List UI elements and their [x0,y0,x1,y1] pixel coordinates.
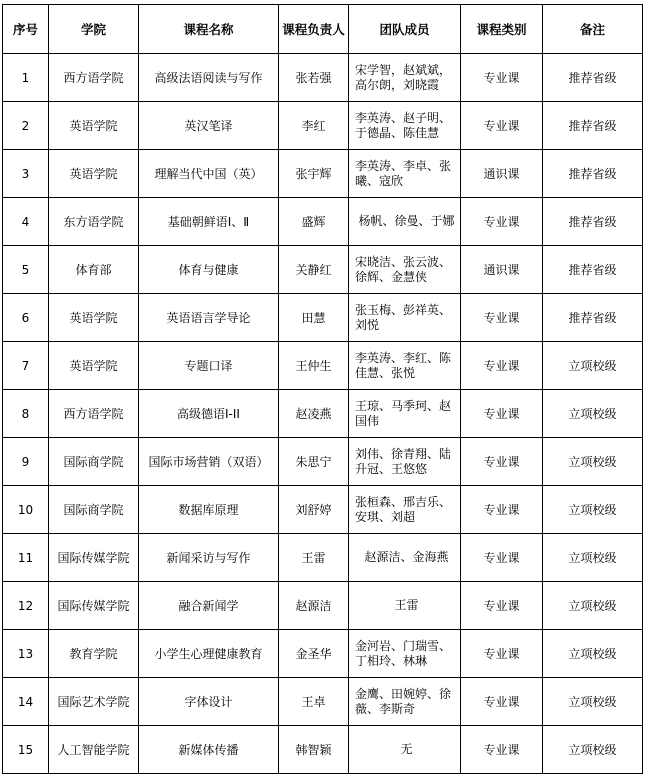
header-course: 课程名称 [139,5,279,54]
cell-no: 4 [3,198,49,246]
cell-college: 体育部 [49,246,139,294]
cell-leader: 关静红 [279,246,349,294]
cell-college: 国际传媒学院 [49,534,139,582]
cell-no: 6 [3,294,49,342]
cell-team [349,198,461,246]
cell-no: 8 [3,390,49,438]
cell-category: 专业课 [461,102,543,150]
cell-team [349,678,461,726]
cell-college: 英语学院 [49,342,139,390]
team-line: 李英涛、李卓、张 [355,158,452,173]
cell-leader: 张宇辉 [279,150,349,198]
team-line: 于德晶、陈佳慧 [355,125,440,140]
cell-note: 推荐省级 [543,294,643,342]
cell-team [349,438,461,486]
cell-team [349,630,461,678]
team-line: 李英涛、李红、陈 [355,350,452,365]
cell-note: 立项校级 [543,486,643,534]
table-row [3,294,643,342]
table-row [3,582,643,630]
cell-leader: 王仲生 [279,342,349,390]
table-row [3,726,643,774]
header-category: 课程类别 [461,5,543,54]
cell-leader: 盛辉 [279,198,349,246]
header-note: 备注 [543,5,643,54]
cell-note: 立项校级 [543,582,643,630]
team-line: 丁相玲、林琳 [355,653,428,668]
header-no: 序号 [3,5,49,54]
header-team: 团队成员 [349,5,461,54]
cell-course: 新媒体传播 [139,726,279,774]
team-line: 宋晓洁、张云波、 [355,254,452,269]
cell-college: 西方语学院 [49,54,139,102]
cell-college: 国际商学院 [49,486,139,534]
cell-course: 专题口译 [139,342,279,390]
table-row [3,678,643,726]
cell-note: 立项校级 [543,678,643,726]
cell-team [349,294,461,342]
cell-leader: 刘舒婷 [279,486,349,534]
table-row [3,630,643,678]
team-line: 宋学智，赵斌斌， [355,62,452,77]
header-row [3,5,643,54]
cell-category: 专业课 [461,630,543,678]
cell-college: 国际艺术学院 [49,678,139,726]
cell-college: 国际传媒学院 [49,582,139,630]
cell-college: 国际商学院 [49,438,139,486]
cell-course: 小学生心理健康教育 [139,630,279,678]
cell-leader: 韩智颖 [279,726,349,774]
cell-note: 立项校级 [543,534,643,582]
team-line: 金河岩、门瑞雪、 [355,638,452,653]
cell-course: 理解当代中国（英） [139,150,279,198]
cell-team [349,390,461,438]
cell-course: 体育与健康 [139,246,279,294]
table-row [3,390,643,438]
cell-college: 东方语学院 [49,198,139,246]
team-line: 王雷 [394,598,419,612]
team-line: 刘伟、徐青翔、陆 [355,446,452,461]
cell-category: 专业课 [461,678,543,726]
cell-leader: 金圣华 [279,630,349,678]
team-line: 安琪、刘超 [355,509,416,524]
team-line: 佳慧、张悦 [355,365,416,380]
table-row [3,198,643,246]
cell-team [349,150,461,198]
cell-note: 推荐省级 [543,54,643,102]
cell-note: 推荐省级 [543,198,643,246]
cell-leader: 赵凌燕 [279,390,349,438]
cell-note: 推荐省级 [543,102,643,150]
team-line: 赵源洁、金海燕 [364,550,449,564]
course-table [2,4,643,774]
cell-category: 专业课 [461,582,543,630]
cell-course: 融合新闻学 [139,582,279,630]
cell-category: 通识课 [461,150,543,198]
cell-no: 14 [3,678,49,726]
cell-leader: 赵源洁 [279,582,349,630]
cell-team [349,54,461,102]
team-line: 刘悦 [355,317,380,332]
cell-college: 西方语学院 [49,390,139,438]
cell-no: 9 [3,438,49,486]
cell-leader: 王雷 [279,534,349,582]
cell-category: 专业课 [461,342,543,390]
cell-college: 英语学院 [49,102,139,150]
team-line: 无 [400,742,413,756]
cell-note: 立项校级 [543,342,643,390]
table-row [3,246,643,294]
cell-course: 数据库原理 [139,486,279,534]
cell-category: 专业课 [461,438,543,486]
cell-team [349,726,461,774]
cell-category: 专业课 [461,486,543,534]
cell-no: 15 [3,726,49,774]
team-line: 薇、李斯奇 [355,701,416,716]
cell-category: 专业课 [461,294,543,342]
table-row [3,54,643,102]
cell-team [349,534,461,582]
cell-college: 英语学院 [49,294,139,342]
table-row [3,486,643,534]
header-leader: 课程负责人 [279,5,349,54]
cell-leader: 朱思宁 [279,438,349,486]
cell-college: 教育学院 [49,630,139,678]
team-line: 升冠、王悠悠 [355,461,428,476]
table-row [3,438,643,486]
cell-category: 通识课 [461,246,543,294]
table-body [3,54,643,774]
cell-no: 13 [3,630,49,678]
cell-course: 英语语言学导论 [139,294,279,342]
cell-college: 英语学院 [49,150,139,198]
cell-no: 12 [3,582,49,630]
table-row [3,342,643,390]
team-line: 曦、寇欣 [355,173,404,188]
team-line: 国伟 [355,413,380,428]
cell-category: 专业课 [461,198,543,246]
cell-note: 立项校级 [543,630,643,678]
team-line: 高尔朗，刘晓霞 [355,77,440,92]
cell-category: 专业课 [461,726,543,774]
cell-team [349,582,461,630]
cell-note: 立项校级 [543,726,643,774]
cell-no: 5 [3,246,49,294]
cell-course: 国际市场营销（双语） [139,438,279,486]
cell-category: 专业课 [461,390,543,438]
table-row [3,150,643,198]
cell-no: 10 [3,486,49,534]
cell-category: 专业课 [461,54,543,102]
cell-no: 1 [3,54,49,102]
table-row [3,534,643,582]
cell-course: 基础朝鲜语Ⅰ、Ⅱ [139,198,279,246]
team-line: 张玉梅、彭祥英、 [355,302,452,317]
cell-team [349,102,461,150]
table-row [3,102,643,150]
cell-team [349,486,461,534]
cell-no: 2 [3,102,49,150]
team-line: 李英涛、赵子明、 [355,110,452,125]
team-line: 王琼、马季珂、赵 [355,398,452,413]
cell-team [349,342,461,390]
cell-leader: 田慧 [279,294,349,342]
cell-course: 字体设计 [139,678,279,726]
cell-course: 高级德语I-II [139,390,279,438]
cell-leader: 王卓 [279,678,349,726]
cell-course: 英汉笔译 [139,102,279,150]
cell-note: 推荐省级 [543,150,643,198]
cell-course: 新闻采访与写作 [139,534,279,582]
cell-note: 立项校级 [543,390,643,438]
cell-course: 高级法语阅读与写作 [139,54,279,102]
team-line: 金鹰、田婉婷、徐 [355,686,452,701]
cell-team [349,246,461,294]
cell-no: 3 [3,150,49,198]
cell-leader: 张若强 [279,54,349,102]
cell-note: 立项校级 [543,438,643,486]
team-line: 张桓森、邢吉乐、 [355,494,452,509]
cell-leader: 李红 [279,102,349,150]
cell-no: 11 [3,534,49,582]
team-line: 徐辉、金慧侠 [355,269,428,284]
cell-note: 推荐省级 [543,246,643,294]
team-line: 杨帆、徐曼、于娜 [358,214,455,228]
header-college: 学院 [49,5,139,54]
cell-category: 专业课 [461,534,543,582]
cell-no: 7 [3,342,49,390]
cell-college: 人工智能学院 [49,726,139,774]
